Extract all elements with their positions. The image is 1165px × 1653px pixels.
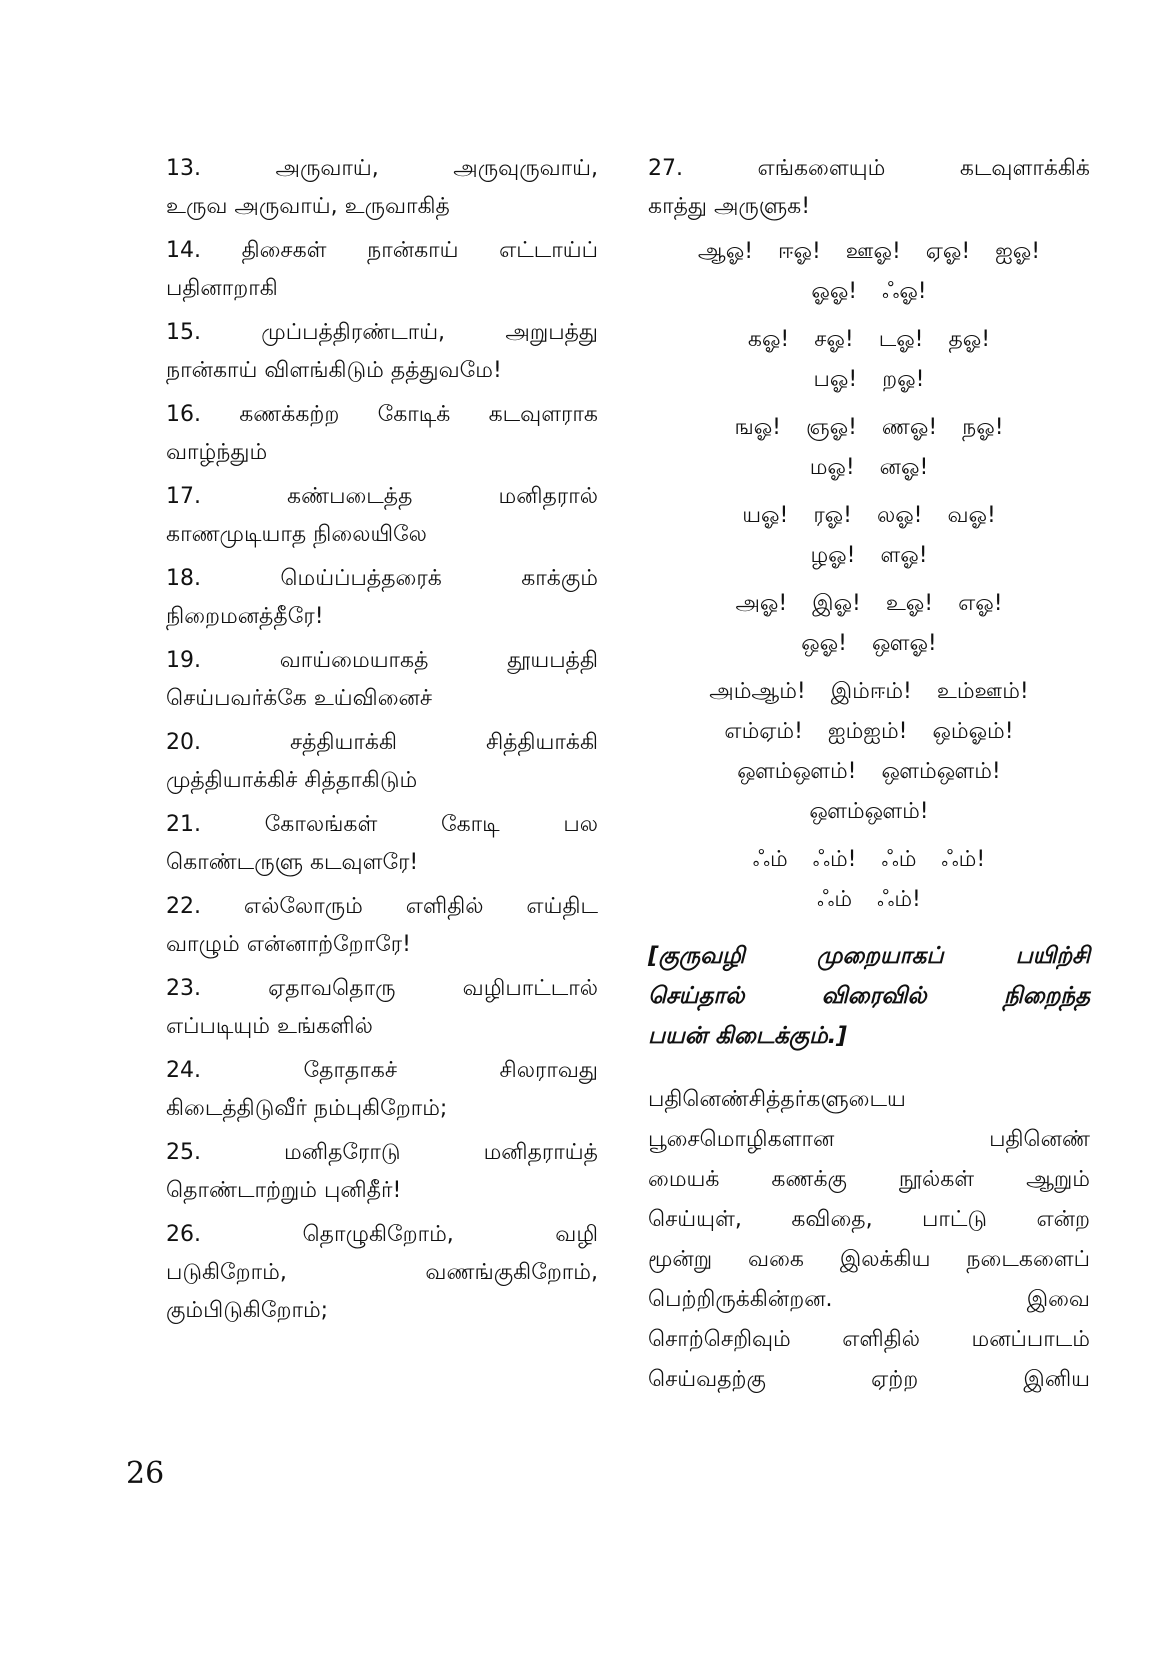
verse-line: கொண்டருளு கடவுளரே! (166, 850, 419, 875)
verse-line: காணமுடியாத நிலையிலே (166, 522, 427, 547)
verse (166, 724, 598, 800)
prose-line: பெற்றிருக்கின்றன. இவை (648, 1287, 1090, 1312)
verse-line: 15. முப்பத்திரண்டாய், அறுபத்து (166, 320, 598, 345)
verse-line: கும்பிடுகிறோம்; (166, 1298, 329, 1323)
chant-line: ஔம்ஔம்! ஔம்ஔம்! (737, 759, 1001, 784)
chant-line: எம்ஏம்! ஐம்ஐம்! ஒம்ஓம்! (724, 719, 1014, 744)
chant-line: ஃம் ஃம்! (817, 887, 921, 912)
chant-group (648, 232, 1090, 312)
verse-line: வாழ்ந்தும் (166, 440, 268, 465)
right-column (648, 150, 1090, 1400)
note-line: செய்தால் விரைவில் நிறைந்த (648, 983, 1090, 1009)
practice-note (648, 936, 1090, 1056)
prose-line: சொற்செறிவும் எளிதில் மனப்பாடம் (648, 1327, 1090, 1352)
verse-line: முத்தியாக்கிச் சித்தாகிடும் (166, 768, 418, 793)
chant-line: ழஓ! ளஓ! (810, 543, 928, 568)
verse-line: கிடைத்திடுவீர் நம்புகிறோம்; (166, 1096, 448, 1121)
verse-line: காத்து அருளுக! (648, 194, 811, 219)
verse (166, 1134, 598, 1210)
prose-line: செய்வதற்கு ஏற்ற இனிய (648, 1367, 1090, 1392)
chant-line: ஙஓ! ஞஓ! ணஓ! நஓ! (734, 415, 1004, 440)
chant-group (648, 840, 1090, 920)
verse-line: 22. எல்லோரும் எளிதில் எய்திட (166, 894, 598, 919)
chant-line: ஒஓ! ஔஓ! (801, 631, 937, 656)
chant-line: கஓ! சஓ! டஓ! தஓ! (747, 327, 991, 352)
verse (166, 150, 598, 226)
vowel-chant (648, 232, 1090, 920)
prose-line: பூசைமொழிகளான பதினெண் (648, 1127, 1090, 1152)
chant-line: மஓ! னஓ! (809, 455, 929, 480)
verse-line: 20. சத்தியாக்கி சித்தியாக்கி (166, 730, 598, 755)
verse (166, 314, 598, 390)
chant-line: ஃம் ஃம்! ஃம் ஃம்! (752, 847, 986, 872)
chant-line: யஓ! ரஓ! லஓ! வஓ! (742, 503, 996, 528)
chant-group (648, 496, 1090, 576)
verse (166, 642, 598, 718)
verse-line: வாழும் என்னாற்றோரே! (166, 932, 411, 957)
prose-paragraph (648, 1080, 1090, 1400)
verse-line: 24. தோதாகச் சிலராவது (166, 1058, 598, 1083)
chant-line: ஔம்ஔம்! (809, 799, 929, 824)
chant-group (648, 584, 1090, 664)
chant-group (648, 320, 1090, 400)
verse-line: 27. எங்களையும் கடவுளாக்கிக் (648, 156, 1090, 181)
verse-line: 26. தொழுகிறோம், வழி (166, 1222, 598, 1247)
chant-line: அம்ஆம்! இம்ஈம்! உம்ஊம்! (709, 679, 1029, 704)
verse-line: உருவ அருவாய், உருவாகித் (166, 194, 450, 219)
note-line: [குருவழி முறையாகப் பயிற்சி (648, 943, 1090, 969)
verse-line: 19. வாய்மையாகத் தூயபத்தி (166, 648, 598, 673)
chant-line: பஓ! றஓ! (813, 367, 925, 392)
chant-line: அஓ! இஓ! உஓ! எஓ! (735, 591, 1003, 616)
verse (166, 396, 598, 472)
prose-line: செய்யுள், கவிதை, பாட்டு என்ற (648, 1207, 1090, 1232)
note-line: பயன் கிடைக்கும்.] (648, 1023, 847, 1049)
verse (166, 970, 598, 1046)
prose-line: மையக் கணக்கு நூல்கள் ஆறும் (648, 1167, 1090, 1192)
verse-line: படுகிறோம், வணங்குகிறோம், (166, 1260, 598, 1285)
verse-line: பதினாறாகி (166, 276, 278, 301)
verse (166, 478, 598, 554)
verse-line: 14. திசைகள் நான்காய் எட்டாய்ப் (166, 238, 598, 263)
verse (166, 232, 598, 308)
verse-line: 25. மனிதரோடு மனிதராய்த் (166, 1140, 598, 1165)
left-column (166, 150, 598, 1336)
verse (166, 560, 598, 636)
verse-line: எப்படியும் உங்களில் (166, 1014, 373, 1039)
chant-group (648, 672, 1090, 832)
verse-line: 16. கணக்கற்ற கோடிக் கடவுளராக (166, 402, 598, 427)
verse-line: நிறைமனத்தீரே! (166, 604, 324, 629)
verse-line: 17. கண்படைத்த மனிதரால் (166, 484, 598, 509)
verse-line: 21. கோலங்கள் கோடி பல (166, 812, 598, 837)
chant-group (648, 408, 1090, 488)
verse-line: 13. அருவாய், அருவுருவாய், (166, 156, 598, 181)
verse-line: 23. ஏதாவதொரு வழிபாட்டால் (166, 976, 598, 1001)
verse (166, 1052, 598, 1128)
page-number: 26 (126, 1456, 165, 1491)
verse-27 (648, 150, 1090, 226)
verse-line: தொண்டாற்றும் புனிதீர்! (166, 1178, 402, 1203)
verse (166, 1216, 598, 1330)
verse-line: நான்காய் விளங்கிடும் தத்துவமே! (166, 358, 502, 383)
prose-line: மூன்று வகை இலக்கிய நடைகளைப் (648, 1247, 1090, 1272)
verse (166, 888, 598, 964)
verse-line: செய்பவர்க்கே உய்வினைச் (166, 686, 433, 711)
prose-line: பதினெண்சித்தர்களுடைய (648, 1087, 906, 1112)
chant-line: ஆஓ! ஈஓ! ஊஓ! ஏஓ! ஐஓ! (697, 239, 1041, 264)
chant-line: ஓஓ! ஃஓ! (811, 279, 927, 304)
verse-line: 18. மெய்ப்பத்தரைக் காக்கும் (166, 566, 598, 591)
verse (166, 806, 598, 882)
